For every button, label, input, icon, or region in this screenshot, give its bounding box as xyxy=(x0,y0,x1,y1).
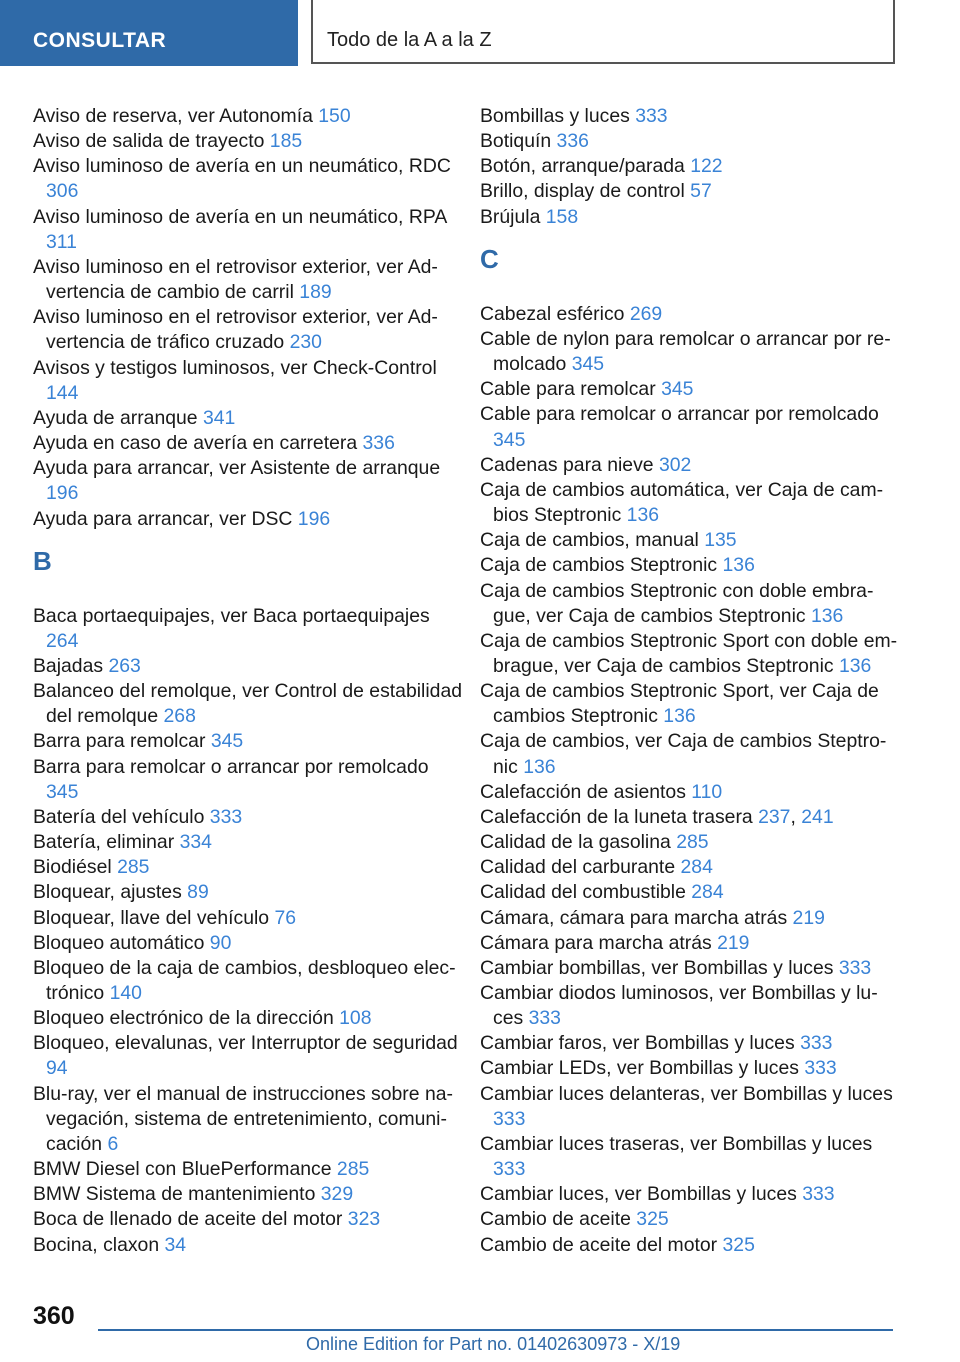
page-reference-link[interactable]: 345 xyxy=(493,428,526,451)
index-entry-text: Bloqueo, elevalunas, ver Interruptor de seguridad xyxy=(33,1032,458,1055)
page-reference-link[interactable]: 264 xyxy=(46,629,79,652)
index-entry-text: Barra para remolcar xyxy=(33,730,211,753)
index-entry-text: Cambiar luces delanteras, ver Bombillas y luces xyxy=(480,1082,893,1105)
index-entry xyxy=(480,1207,900,1232)
index-entry xyxy=(480,629,900,679)
index-entry-text: Barra para remolcar o arrancar por remolcado xyxy=(33,755,429,778)
page-reference-link[interactable]: 333 xyxy=(804,1057,837,1080)
index-entry xyxy=(33,104,463,129)
page-reference-link[interactable]: 325 xyxy=(722,1233,755,1256)
index-entry-text: Cambio de aceite xyxy=(480,1208,637,1231)
page-reference-link[interactable]: 90 xyxy=(209,931,232,954)
index-entry-text: Botiquín xyxy=(480,130,557,153)
index-entry xyxy=(33,154,463,204)
page-reference-link[interactable]: 110 xyxy=(691,780,723,803)
index-entry xyxy=(480,478,900,528)
index-entry xyxy=(480,302,900,327)
page-reference-link[interactable]: 306 xyxy=(46,180,79,203)
index-entry xyxy=(480,205,900,230)
index-entry xyxy=(480,179,900,204)
index-entry-text: Cambiar luces, ver Bombillas y luces xyxy=(480,1183,803,1206)
page-reference-link[interactable]: 323 xyxy=(347,1208,381,1231)
index-entry-text: Bloqueo electrónico de la dirección xyxy=(33,1007,340,1030)
index-entry xyxy=(33,1182,463,1207)
index-entry xyxy=(480,402,900,452)
page-reference-link[interactable]: 345 xyxy=(571,353,605,376)
index-entry-text: Cable para remolcar xyxy=(480,378,662,401)
index-entry-text: Ayuda de arranque xyxy=(33,406,203,429)
index-entry xyxy=(480,729,900,779)
page-reference-link[interactable]: 325 xyxy=(636,1208,669,1231)
index-entry xyxy=(33,906,463,931)
index-entry-text: Brújula xyxy=(480,205,546,228)
index-entry xyxy=(33,679,463,729)
index-entry xyxy=(480,377,900,402)
index-entry xyxy=(33,431,463,456)
index-entry xyxy=(480,553,900,578)
index-entry-text: Blu-ray, ver el manual de instrucciones sobre navegación, sistema de entretenimiento, comunicación xyxy=(33,1082,453,1155)
page-reference-link[interactable]: 136 xyxy=(838,654,872,677)
page-reference-link[interactable]: 57 xyxy=(690,180,712,203)
index-entry xyxy=(33,305,463,355)
page-reference-link[interactable]: 333 xyxy=(635,105,668,127)
page-reference-link[interactable]: 263 xyxy=(108,654,141,677)
page-reference-link[interactable]: 284 xyxy=(691,881,724,904)
index-entry xyxy=(480,1132,900,1182)
page-reference-link[interactable]: 237 xyxy=(758,805,791,828)
index-entry xyxy=(480,1233,900,1258)
page-reference-link[interactable]: 89 xyxy=(187,881,209,904)
page-reference-link[interactable]: 333 xyxy=(802,1183,835,1206)
index-entry xyxy=(480,906,900,931)
index-entry-text: Cambiar LEDs, ver Bombillas y luces xyxy=(480,1057,805,1080)
page-reference-link[interactable]: 333 xyxy=(493,1107,526,1130)
page-reference-link[interactable]: 241 xyxy=(801,805,834,828)
page-reference-link[interactable]: 219 xyxy=(717,931,750,954)
index-entry xyxy=(480,679,900,729)
index-entry xyxy=(33,255,463,305)
index-letter-heading: B xyxy=(33,545,52,576)
index-entry xyxy=(33,931,463,956)
page-reference-link[interactable]: 341 xyxy=(202,406,236,429)
index-entry xyxy=(33,880,463,905)
footer-edition: Online Edition for Part no. 01402630973 - X/19 xyxy=(306,1334,681,1354)
index-entry-text: Aviso luminoso en el retrovisor exterior, ver Advertencia de cambio de carril xyxy=(33,255,438,304)
index-entry xyxy=(480,129,900,154)
index-entry-text: Aviso luminoso de avería en un neumático, RDC xyxy=(33,155,451,178)
index-entry-text: Botón, arranque/parada xyxy=(480,155,691,178)
index-entry xyxy=(33,129,463,154)
index-entry xyxy=(33,456,463,506)
index-entry-text: Ayuda para arrancar, ver DSC xyxy=(33,507,298,530)
page-reference-link[interactable]: 284 xyxy=(680,856,713,879)
page-reference-link[interactable]: 34 xyxy=(164,1233,187,1256)
page-reference-link[interactable]: 135 xyxy=(704,529,737,552)
page-reference-link[interactable]: 302 xyxy=(658,453,692,476)
index-entry-text: Bocina, claxon xyxy=(33,1233,165,1256)
index-entry-text: Calidad del combustible xyxy=(480,881,692,904)
page-reference-link[interactable]: 345 xyxy=(661,378,694,401)
page-reference-link[interactable]: 311 xyxy=(46,230,77,253)
index-entry xyxy=(33,1157,463,1182)
index-column-left xyxy=(33,104,463,1258)
index-entry-text: Calefacción de la luneta trasera xyxy=(480,805,759,828)
index-entry xyxy=(33,1006,463,1031)
index-entry-text: Caja de cambios Steptronic Sport con doble embrague, ver Caja de cambios Steptronic xyxy=(480,629,898,677)
index-entry-text: Brillo, display de control xyxy=(480,180,691,203)
index-entry xyxy=(33,855,463,880)
page-reference-link[interactable]: 158 xyxy=(545,205,579,228)
section-tab: CONSULTAR xyxy=(0,0,298,66)
index-entry xyxy=(480,855,900,880)
page-reference-link[interactable]: 189 xyxy=(299,281,332,304)
index-column-right xyxy=(480,104,900,1258)
page-reference-link[interactable]: 196 xyxy=(297,507,331,530)
index-entry-text: Cámara para marcha atrás xyxy=(480,931,718,954)
index-entry xyxy=(480,528,900,553)
index-entry xyxy=(33,830,463,855)
index-entry-text: Avisos y testigos luminosos, ver Check-Control xyxy=(33,356,437,379)
page-reference-link[interactable]: 329 xyxy=(320,1183,354,1206)
index-entry-text: Bloquear, llave del vehículo xyxy=(33,906,275,929)
page-reference-link[interactable]: 136 xyxy=(810,604,844,627)
index-entry xyxy=(480,1031,900,1056)
index-entry xyxy=(33,356,463,406)
index-entry xyxy=(480,327,900,377)
index-entry xyxy=(480,805,900,830)
page-reference-link[interactable]: 285 xyxy=(117,856,150,879)
index-entry-text: Cambio de aceite del motor xyxy=(480,1233,723,1256)
index-entry xyxy=(480,1056,900,1081)
index-entry xyxy=(480,956,900,981)
index-entry xyxy=(33,1233,463,1258)
index-entry-text: Boca de llenado de aceite del motor xyxy=(33,1208,348,1231)
index-entry-text: Caja de cambios Steptronic con doble embrague, ver Caja de cambios Steptronic xyxy=(480,579,874,627)
index-entry-text: Biodiésel xyxy=(33,856,118,879)
page-reference-link[interactable]: 345 xyxy=(210,730,244,753)
index-entry-text: Cambiar faros, ver Bombillas y luces xyxy=(480,1032,801,1055)
index-entry xyxy=(480,453,900,478)
index-entry xyxy=(480,931,900,956)
index-entry-text: Aviso luminoso en el retrovisor exterior, ver Advertencia de tráfico cruzado xyxy=(33,306,438,354)
index-entry-text: Baca portaequipajes, ver Baca portaequipajes xyxy=(33,604,430,627)
index-entry-text: Cámara, cámara para marcha atrás xyxy=(480,906,793,929)
index-entry xyxy=(480,780,900,805)
index-entry xyxy=(480,154,900,179)
index-entry-text: Batería del vehículo xyxy=(33,805,210,828)
index-entry xyxy=(33,805,463,830)
index-entry xyxy=(480,1082,900,1132)
index-entry xyxy=(33,205,463,255)
page-reference-link[interactable]: 144 xyxy=(46,381,79,404)
page-number: 360 xyxy=(33,1302,75,1330)
index-entry-text: Calidad de la gasolina xyxy=(480,831,677,854)
page-reference-link[interactable]: 140 xyxy=(109,982,142,1004)
index-entry-text: Cabezal esférico xyxy=(480,302,630,325)
index-entry-text: Bloqueo automático xyxy=(33,931,210,954)
index-entry xyxy=(33,604,463,654)
index-entry xyxy=(480,1182,900,1207)
page-reference-link[interactable]: 150 xyxy=(318,105,351,127)
index-entry xyxy=(480,880,900,905)
index-entry-text: Caja de cambios, ver Caja de cambios Steptronic xyxy=(480,730,887,778)
page-reference-link[interactable]: 136 xyxy=(626,504,660,527)
page-reference-link[interactable]: 122 xyxy=(690,155,723,178)
index-entry-text: Cable de nylon para remolcar o arrancar por remolcado xyxy=(480,327,891,376)
page-reference-link[interactable]: 269 xyxy=(629,302,663,325)
page-reference-link[interactable]: 336 xyxy=(556,130,589,153)
index-entry xyxy=(33,654,463,679)
index-entry-text: Bajadas xyxy=(33,654,109,677)
index-entry-text: Balanceo del remolque, ver Control de estabilidad del remolque xyxy=(33,680,463,728)
index-entry-text: Aviso de salida de trayecto xyxy=(33,130,270,153)
index-entry xyxy=(33,507,463,532)
index-entry xyxy=(480,981,900,1031)
index-entry-text: Bloquear, ajustes xyxy=(33,881,188,904)
page-reference-link[interactable]: 6 xyxy=(107,1132,119,1155)
page-reference-link[interactable]: 285 xyxy=(336,1158,370,1181)
page-reference-link[interactable]: 345 xyxy=(46,780,79,803)
index-entry xyxy=(33,1082,463,1157)
index-entry xyxy=(33,956,463,1006)
index-entry xyxy=(480,104,900,129)
index-entry-text: Caja de cambios Steptronic xyxy=(480,554,723,577)
index-entry xyxy=(480,830,900,855)
footer-divider xyxy=(98,1329,893,1331)
page-reference-link[interactable]: 333 xyxy=(838,956,872,979)
index-entry-text: Caja de cambios Steptronic Sport, ver Caja de cambios Steptronic xyxy=(480,680,879,728)
page-reference-link[interactable]: 230 xyxy=(289,331,322,354)
page-reference-link[interactable]: 336 xyxy=(362,432,395,455)
page-reference-link[interactable]: 94 xyxy=(46,1057,68,1080)
index-entry-text: Cable para remolcar o arrancar por remolcado xyxy=(480,403,879,426)
page-header xyxy=(0,0,960,66)
page-reference-link[interactable]: 333 xyxy=(800,1032,833,1055)
chapter-title: Todo de la A a la Z xyxy=(311,0,895,64)
page-reference-link[interactable]: 108 xyxy=(339,1007,372,1030)
index-entry xyxy=(33,1207,463,1232)
index-entry-text: Cadenas para nieve xyxy=(480,453,659,476)
index-entry xyxy=(33,755,463,805)
page-reference-link[interactable]: 219 xyxy=(792,906,825,929)
page-reference-link[interactable]: 136 xyxy=(663,705,696,728)
page-reference-link[interactable]: 76 xyxy=(274,906,297,929)
page-reference-link[interactable]: 333 xyxy=(209,805,243,828)
page-reference-link[interactable]: 333 xyxy=(528,1007,561,1030)
page-reference-link[interactable]: 333 xyxy=(493,1158,526,1181)
index-entry-text: Caja de cambios, manual xyxy=(480,529,705,552)
index-entry-text: Batería, eliminar xyxy=(33,831,180,854)
index-entry-text: Ayuda para arrancar, ver Asistente de arranque xyxy=(33,457,441,480)
index-entry-text: Cambiar bombillas, ver Bombillas y luces xyxy=(480,956,839,979)
reference-separator: , xyxy=(790,805,802,828)
index-letter-heading: C xyxy=(480,243,499,274)
page-reference-link[interactable]: 285 xyxy=(676,831,709,854)
index-entry-text: BMW Sistema de mantenimiento xyxy=(33,1183,321,1206)
page-reference-link[interactable]: 196 xyxy=(46,482,79,505)
index-entry xyxy=(33,1031,463,1081)
index-entry-text: Ayuda en caso de avería en carretera xyxy=(33,432,363,455)
index-entry-text: BMW Diesel con BluePerformance xyxy=(33,1158,337,1181)
index-entry xyxy=(33,729,463,754)
page-reference-link[interactable]: 136 xyxy=(523,755,556,778)
page-reference-link[interactable]: 185 xyxy=(269,130,303,153)
page-reference-link[interactable]: 268 xyxy=(163,705,196,728)
index-entry-text: Caja de cambios automática, ver Caja de cambios Steptronic xyxy=(480,478,884,527)
index-entry-text: Bombillas y luces xyxy=(480,105,636,127)
page-reference-link[interactable]: 136 xyxy=(722,554,755,577)
index-entry-text: Cambiar diodos luminosos, ver Bombillas y luces xyxy=(480,982,878,1030)
index-entry-text: Bloqueo de la caja de cambios, desbloqueo electrónico xyxy=(33,956,456,1004)
index-entry-text: Cambiar luces traseras, ver Bombillas y luces xyxy=(480,1132,873,1155)
index-entry xyxy=(33,406,463,431)
index-entry xyxy=(480,579,900,629)
index-entry-text: Calefacción de asientos xyxy=(480,780,692,803)
index-entry-text: Aviso luminoso de avería en un neumático, RPA xyxy=(33,205,447,228)
index-entry-text: Calidad del carburante xyxy=(480,856,681,879)
page-reference-link[interactable]: 334 xyxy=(179,831,212,854)
index-entry-text: Aviso de reserva, ver Autonomía xyxy=(33,105,319,127)
